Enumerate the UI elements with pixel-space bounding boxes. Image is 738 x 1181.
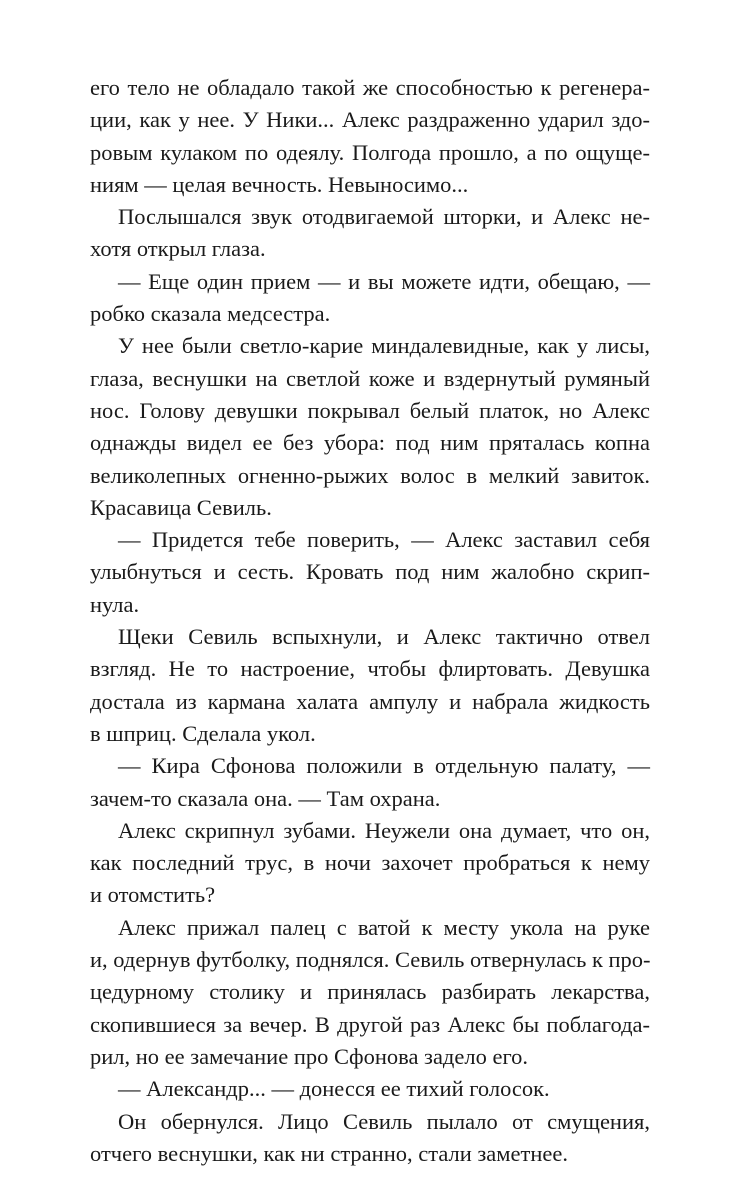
text-line: Красавица Севиль. xyxy=(90,494,272,520)
text-line: в шприц. Сделала укол. xyxy=(90,720,316,746)
text-line: отчего веснушки, как ни странно, стали заметнее. xyxy=(90,1140,568,1166)
text-line: Алекс скрипнул зубами. Неужели она думает, что он, xyxy=(118,817,650,843)
text-line: — Александр... — донесся ее тихий голосок. xyxy=(118,1076,550,1102)
text-line: нос. Голову девушки покрывал белый платок, но Алекс xyxy=(90,397,650,423)
text-line: и отомстить? xyxy=(90,882,216,908)
text-line: — Еще один прием — и вы можете идти, обещаю, — xyxy=(118,268,650,294)
body-text xyxy=(90,72,650,1170)
text-line: зачем-то сказала она. — Там охрана. xyxy=(90,785,441,811)
text-line: достала из кармана халата ампулу и набрала жидкость xyxy=(90,688,650,714)
text-line: хотя открыл глаза. xyxy=(90,236,266,262)
text-line: цедурному столику и принялась разбирать лекарства, xyxy=(90,979,650,1005)
text-line: нула. xyxy=(90,591,140,617)
text-line: ровым кулаком по одеялу. Полгода прошло, а по ощуще- xyxy=(90,139,650,165)
text-line: Алекс прижал палец с ватой к месту укола на руке xyxy=(118,914,650,940)
text-line: — Придется тебе поверить, — Алекс заставил себя xyxy=(118,527,650,553)
text-line: Послышался звук отодвигаемой шторки, и Алекс не- xyxy=(118,204,650,230)
text-line: однажды видел ее без убора: под ним пряталась копна xyxy=(90,430,650,456)
text-line: улыбнуться и сесть. Кровать под ним жалобно скрип- xyxy=(90,559,650,585)
text-line: рил, но ее замечание про Сфонова задело его. xyxy=(90,1043,528,1069)
text-line: робко сказала медсестра. xyxy=(90,301,331,327)
text-line: и, одернув футболку, поднялся. Севиль отвернулась к про- xyxy=(90,947,651,973)
text-line: Щеки Севиль вспыхнули, и Алекс тактично отвел xyxy=(118,624,650,650)
text-line: глаза, веснушки на светлой коже и вздернутый румяный xyxy=(90,365,650,391)
text-line: Он обернулся. Лицо Севиль пылало от смущения, xyxy=(118,1108,650,1134)
text-line: великолепных огненно-рыжих волос в мелкий завиток. xyxy=(90,462,650,488)
text-line: — Кира Сфонова положили в отдельную палату, — xyxy=(118,753,650,779)
text-line: ниям — целая вечность. Невыносимо... xyxy=(90,171,469,197)
text-line: ции, как у нее. У Ники... Алекс раздраженно ударил здо- xyxy=(90,107,650,133)
text-line: его тело не обладало такой же способностью к регенера- xyxy=(90,75,650,100)
text-line: У нее были светло-карие миндалевидные, как у лисы, xyxy=(118,333,650,359)
text-line: скопившиеся за вечер. В другой раз Алекс бы поблагода- xyxy=(90,1011,650,1037)
text-line: как последний трус, в ночи захочет пробраться к нему xyxy=(90,850,650,876)
text-line: взгляд. Не то настроение, чтобы флиртовать. Девушка xyxy=(90,656,650,682)
